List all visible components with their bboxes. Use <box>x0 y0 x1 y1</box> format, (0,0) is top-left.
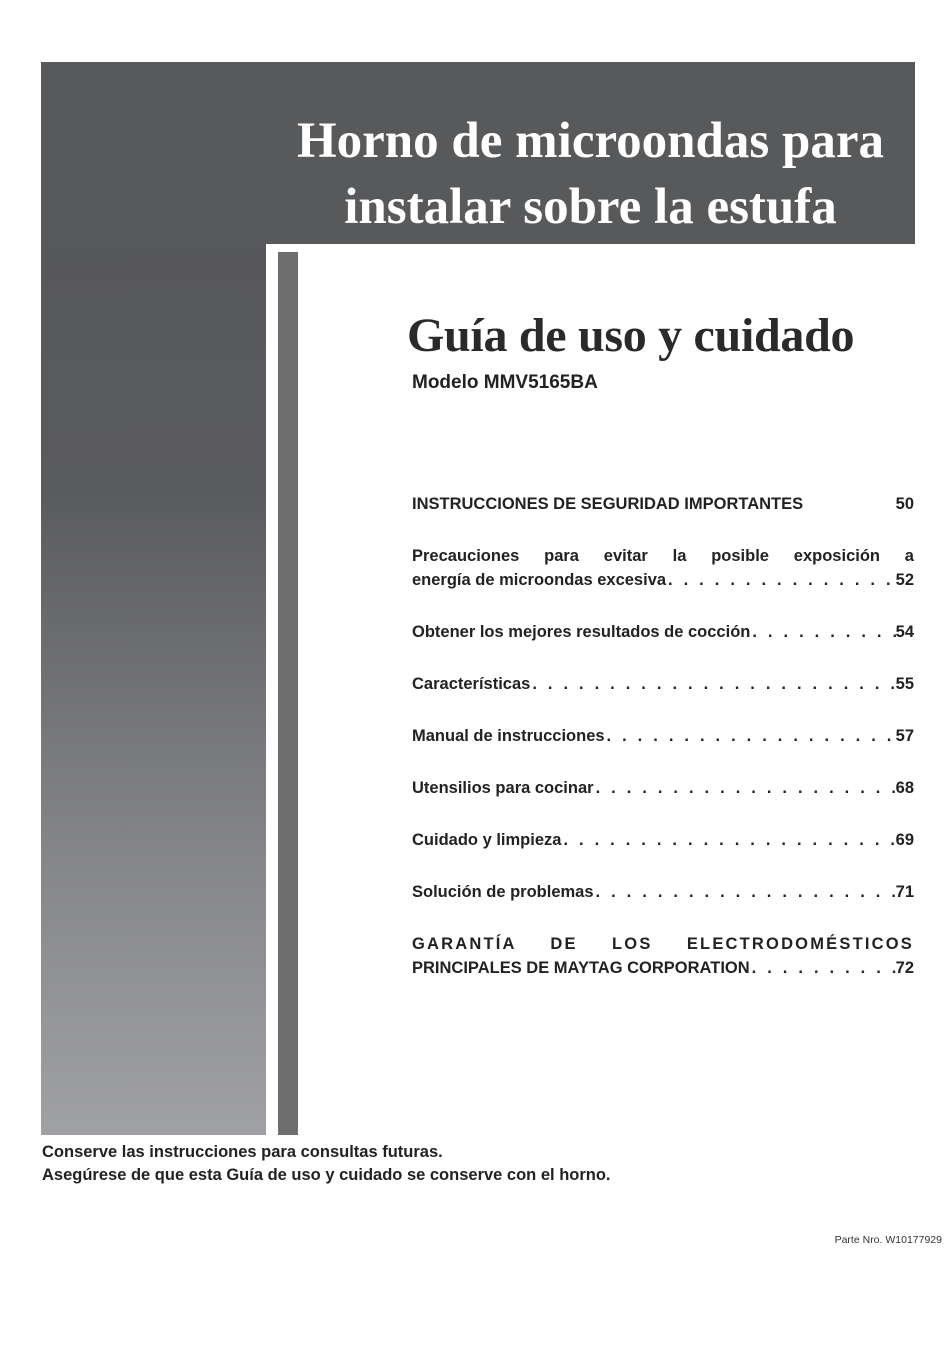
title-line-2: instalar sobre la estufa <box>344 179 837 235</box>
toc-item <box>412 492 914 516</box>
toc-item-text: Solución de problemas <box>412 883 594 901</box>
document-title <box>266 108 915 240</box>
footer-line-1: Conserve las instrucciones para consultas futuras. <box>42 1143 443 1161</box>
toc-leader-dots <box>530 672 895 696</box>
vertical-stripe <box>278 252 298 1135</box>
toc-item <box>412 620 914 644</box>
toc-item-page: 55 <box>895 675 914 693</box>
toc-leader-dots <box>561 828 895 852</box>
toc-leader-dots <box>605 724 896 748</box>
toc-item-page: 72 <box>895 959 914 977</box>
toc-item <box>412 776 914 800</box>
toc-leader-dots <box>666 568 896 592</box>
toc-item-text: energía de microondas excesiva <box>412 571 667 589</box>
toc-item-text: Cuidado y limpieza <box>412 831 562 849</box>
part-number: Parte Nro. W10177929 <box>834 1234 942 1246</box>
toc-item <box>412 672 914 696</box>
toc-leader-dots <box>594 880 896 904</box>
toc-item-text: INSTRUCCIONES DE SEGURIDAD IMPORTANTES <box>412 495 804 513</box>
footer-note <box>42 1141 611 1187</box>
toc-item <box>412 932 914 980</box>
footer-line-2: Asegúrese de que esta Guía de uso y cuidado se conserve con el horno. <box>42 1166 611 1184</box>
toc-item-page: 50 <box>895 495 914 513</box>
toc-item-text: Manual de instrucciones <box>412 727 605 745</box>
toc-leader-dots <box>594 776 896 800</box>
toc-item <box>412 544 914 592</box>
toc-item-page: 71 <box>895 883 914 901</box>
toc-leader-dots <box>750 620 895 644</box>
toc-item-page: 52 <box>895 571 914 589</box>
toc-item-text: GARANTÍA DE LOS ELECTRODOMÉSTICOS <box>412 935 914 953</box>
title-line-1: Horno de microondas para <box>297 113 884 169</box>
toc-item-page: 68 <box>895 779 914 797</box>
toc-item-text: Utensilios para cocinar <box>412 779 594 797</box>
toc-item-page: 57 <box>895 727 914 745</box>
guide-title: Guía de uso y cuidado <box>407 309 855 362</box>
toc-leader-dots <box>750 956 896 980</box>
table-of-contents <box>412 492 914 1008</box>
toc-item-text: PRINCIPALES DE MAYTAG CORPORATION <box>412 959 750 977</box>
model-number: Modelo MMV5165BA <box>412 372 598 393</box>
toc-item <box>412 828 914 852</box>
toc-item-text: Características <box>412 675 531 693</box>
toc-item-page: 54 <box>895 623 914 641</box>
toc-item <box>412 724 914 748</box>
toc-item-text: Obtener los mejores resultados de cocción <box>412 623 751 641</box>
toc-item-text: Precauciones para evitar la posible exposición a <box>412 547 914 565</box>
toc-item <box>412 880 914 904</box>
toc-item-page: 69 <box>895 831 914 849</box>
